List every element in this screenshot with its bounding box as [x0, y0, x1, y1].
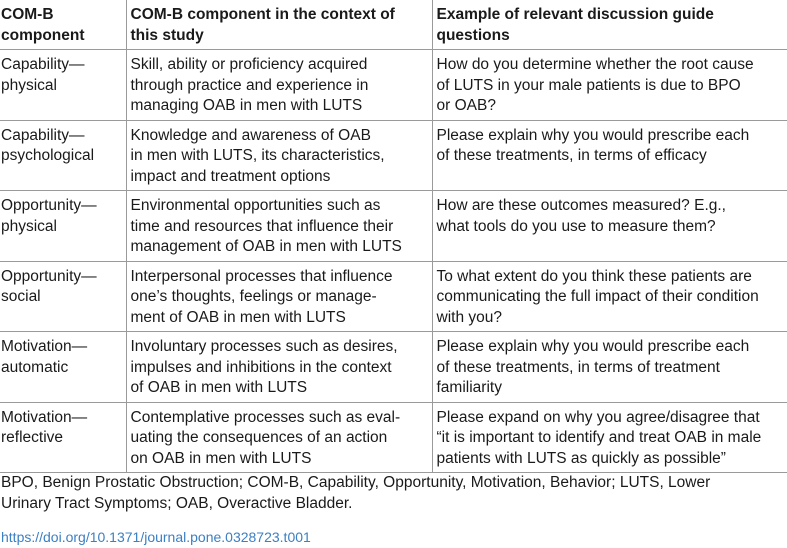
- cell-text: of LUTS in your male patients is due to BPO: [436, 76, 741, 94]
- cell-text: time and resources that influence their: [130, 217, 394, 235]
- header-text: Example of relevant discussion guide: [436, 6, 714, 23]
- component-cell: [0, 191, 126, 262]
- table-row: [0, 50, 787, 121]
- cell-text: Involuntary processes such as desires,: [130, 338, 398, 355]
- cell-text: familiarity: [436, 379, 502, 396]
- cell-text: in men with LUTS, its characteristics,: [130, 147, 385, 164]
- cell-text: with you?: [436, 308, 502, 326]
- cell-text: or OAB?: [436, 97, 496, 114]
- cell-text: what tools do you use to measure them?: [436, 217, 716, 235]
- cell-text: uating the consequences of an action: [130, 429, 388, 446]
- context-cell: [126, 402, 432, 473]
- table-row: [0, 332, 787, 403]
- cell-text: impact and treatment options: [130, 167, 331, 185]
- cell-text: patients with LUTS as quickly as possible”: [436, 449, 726, 467]
- cell-text: Opportunity—: [1, 267, 97, 285]
- footnote-text: Urinary Tract Symptoms; OAB, Overactive Bladder.: [1, 495, 353, 512]
- example-cell: [432, 50, 787, 121]
- cell-text: To what extent do you think these patients are: [436, 267, 752, 285]
- example-cell: [432, 261, 787, 332]
- cell-text: Capability—: [1, 126, 85, 144]
- cell-text: Capability—: [1, 56, 85, 73]
- header-text: component: [1, 26, 85, 44]
- table-header: [0, 0, 787, 50]
- cell-text: Please explain why you would prescribe each: [436, 338, 750, 355]
- cell-text: of OAB in men with LUTS: [130, 379, 308, 396]
- example-cell: [432, 402, 787, 473]
- cell-text: Opportunity—: [1, 197, 97, 214]
- cell-text: automatic: [1, 358, 69, 376]
- cell-text: communicating the full impact of their condition: [436, 288, 759, 305]
- cell-text: Please explain why you would prescribe each: [436, 126, 750, 144]
- cell-text: Environmental opportunities such as: [130, 197, 381, 214]
- doi-link[interactable]: https://doi.org/10.1371/journal.pone.0328723.t001: [1, 529, 311, 545]
- cell-text: ment of OAB in men with LUTS: [130, 308, 346, 326]
- header-text: COM-B component in the context of: [130, 6, 395, 23]
- cell-text: one’s thoughts, feelings or manage-: [130, 288, 377, 305]
- cell-text: “it is important to identify and treat OAB in male: [436, 429, 762, 446]
- table-row: [0, 402, 787, 473]
- header-text: this study: [130, 26, 204, 44]
- cell-text: on OAB in men with LUTS: [130, 449, 312, 467]
- cell-text: of these treatments, in terms of treatment: [436, 358, 720, 376]
- component-cell: [0, 402, 126, 473]
- table-row: [0, 120, 787, 191]
- cell-text: How do you determine whether the root cause: [436, 56, 754, 73]
- context-cell: [126, 50, 432, 121]
- cell-text: Interpersonal processes that influence: [130, 267, 393, 285]
- table-row: [0, 261, 787, 332]
- cell-text: management of OAB in men with LUTS: [130, 238, 402, 255]
- cell-text: Contemplative processes such as eval-: [130, 408, 401, 426]
- table-footnote: [1, 472, 781, 514]
- cell-text: Motivation—: [1, 408, 88, 426]
- header-row: [0, 0, 787, 50]
- header-cell-component: [0, 0, 126, 50]
- cell-text: reflective: [1, 429, 64, 446]
- cell-text: managing OAB in men with LUTS: [130, 97, 363, 114]
- component-cell: [0, 120, 126, 191]
- footnote-text: BPO, Benign Prostatic Obstruction; COM-B, Capability, Opportunity, Motivation, Behavior; LUTS, Lower: [1, 474, 711, 491]
- component-cell: [0, 50, 126, 121]
- context-cell: [126, 332, 432, 403]
- component-cell: [0, 261, 126, 332]
- cell-text: Skill, ability or proficiency acquired: [130, 56, 368, 73]
- cell-text: Knowledge and awareness of OAB: [130, 126, 371, 144]
- header-text: questions: [436, 26, 510, 44]
- cell-text: psychological: [1, 147, 95, 164]
- cell-text: Please expand on why you agree/disagree that: [436, 408, 760, 426]
- cell-text: physical: [1, 76, 57, 94]
- cell-text: impulses and inhibitions in the context: [130, 358, 392, 376]
- cell-text: Motivation—: [1, 338, 88, 355]
- example-cell: [432, 120, 787, 191]
- context-cell: [126, 191, 432, 262]
- example-cell: [432, 191, 787, 262]
- header-text: COM-B: [1, 6, 54, 23]
- component-cell: [0, 332, 126, 403]
- cell-text: of these treatments, in terms of efficacy: [436, 147, 707, 164]
- cell-text: How are these outcomes measured? E.g.,: [436, 197, 726, 214]
- header-cell-context: [126, 0, 432, 50]
- cell-text: physical: [1, 217, 57, 235]
- header-cell-example: [432, 0, 787, 50]
- cell-text: social: [1, 288, 41, 305]
- cell-text: through practice and experience in: [130, 76, 369, 94]
- example-cell: [432, 332, 787, 403]
- table-row: [0, 191, 787, 262]
- context-cell: [126, 120, 432, 191]
- context-cell: [126, 261, 432, 332]
- table-body: [0, 50, 787, 473]
